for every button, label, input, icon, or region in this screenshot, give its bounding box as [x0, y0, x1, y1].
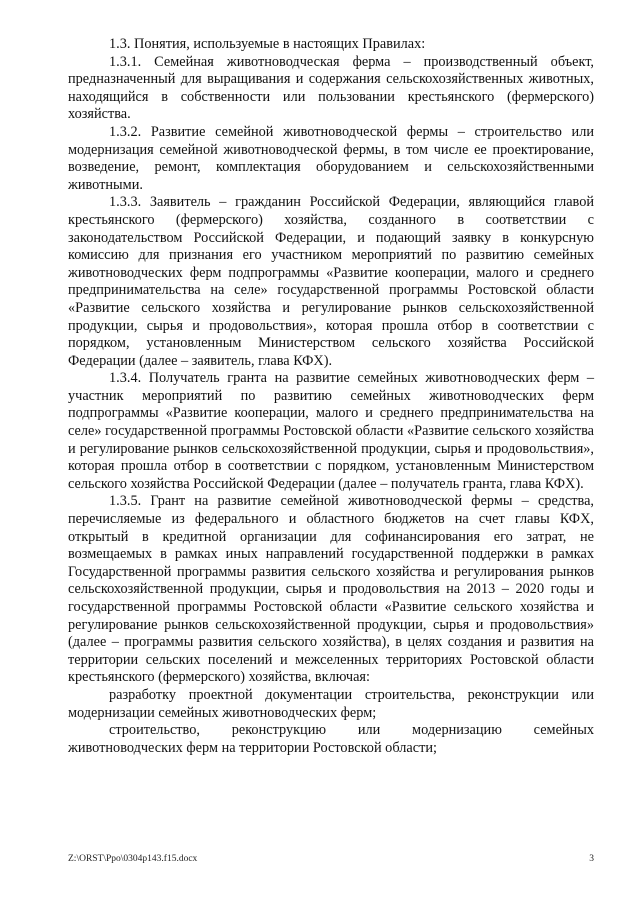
- paragraph-1-3-1: 1.3.1. Семейная животноводческая ферма – производственный объект, предназначенный для выращивания и содержания сельскохозяйственных животных, находящийся в собственности или пользовании крестьянского (фермерского) хозяйства.: [68, 53, 594, 123]
- paragraph-1-3-4: 1.3.4. Получатель гранта на развитие семейных животноводческих ферм – участник мероприятий по развитию семейных животноводческих ферм подпрограммы «Развитие кооперации, малого и среднего предпринимательства на селе» государственной программы Ростовской области «Развитие сельского хозяйства и регулирование рынков сельскохозяйственной продукции, сырья и продовольствия», которая прошла отбор в соответствии с порядком, установленным Министерством сельского хозяйства Российской Федерации (далее – получатель гранта, глава КФХ).: [68, 370, 594, 492]
- paragraph-1-3-3: 1.3.3. Заявитель – гражданин Российской Федерации, являющийся главой крестьянского (фермерского) хозяйства, созданного в соответствии с законодательством Российской Федерации, и подающий заявку в конкурсную комиссию для признания его участником мероприятий по развитию семейных животноводческих ферм подпрограммы «Развитие кооперации, малого и среднего предпринимательства на селе» государственной программы Ростовской области «Развитие сельского хозяйства и регулирование рынков сельскохозяйственной продукции, сырья и продовольствия», которая прошла отбор в соответствии с порядком, установленным Министерством сельского хозяйства Российской Федерации (далее – заявитель, глава КФХ).: [68, 194, 594, 369]
- list-item-construction: строительство, реконструкцию или модернизацию семейных животноводческих ферм на территории Ростовской области;: [68, 722, 594, 756]
- paragraph-1-3-2: 1.3.2. Развитие семейной животноводческой фермы – строительство или модернизация семейной животноводческой фермы, в том числе ее проектирование, возведение, ремонт, комплектация оборудованием и сельскохозяйственными животными.: [68, 123, 594, 193]
- section-heading: 1.3. Понятия, используемые в настоящих Правилах:: [109, 36, 426, 52]
- footer-page-number: 3: [589, 854, 594, 864]
- document-page: [68, 36, 594, 757]
- list-item-design-documentation: разработку проектной документации строительства, реконструкции или модернизации семейных животноводческих ферм;: [68, 686, 594, 721]
- paragraph-1-3-5: 1.3.5. Грант на развитие семейной животноводческой фермы – средства, перечисляемые из федерального и областного бюджетов на счет главы КФХ, открытый в кредитной организации для софинансирования его затрат, не возмещаемых в рамках иных направлений государственной поддержки в рамках Государственной программы развития сельского хозяйства и регулирования рынков сельскохозяйственной продукции, сырья и продовольствия на 2013 – 2020 годы и государственной программы Ростовской области «Развитие сельского хозяйства и регулирование рынков сельскохозяйственной продукции, сырья и продовольствия» (далее – программы развития сельского хозяйства), в целях создания и развития на территории сельских поселений и межселенных территориях Ростовской области крестьянского (фермерского) хозяйства, включая:: [68, 493, 594, 686]
- footer-file-path: Z:\ORST\Ppo\0304p143.f15.docx: [68, 854, 198, 864]
